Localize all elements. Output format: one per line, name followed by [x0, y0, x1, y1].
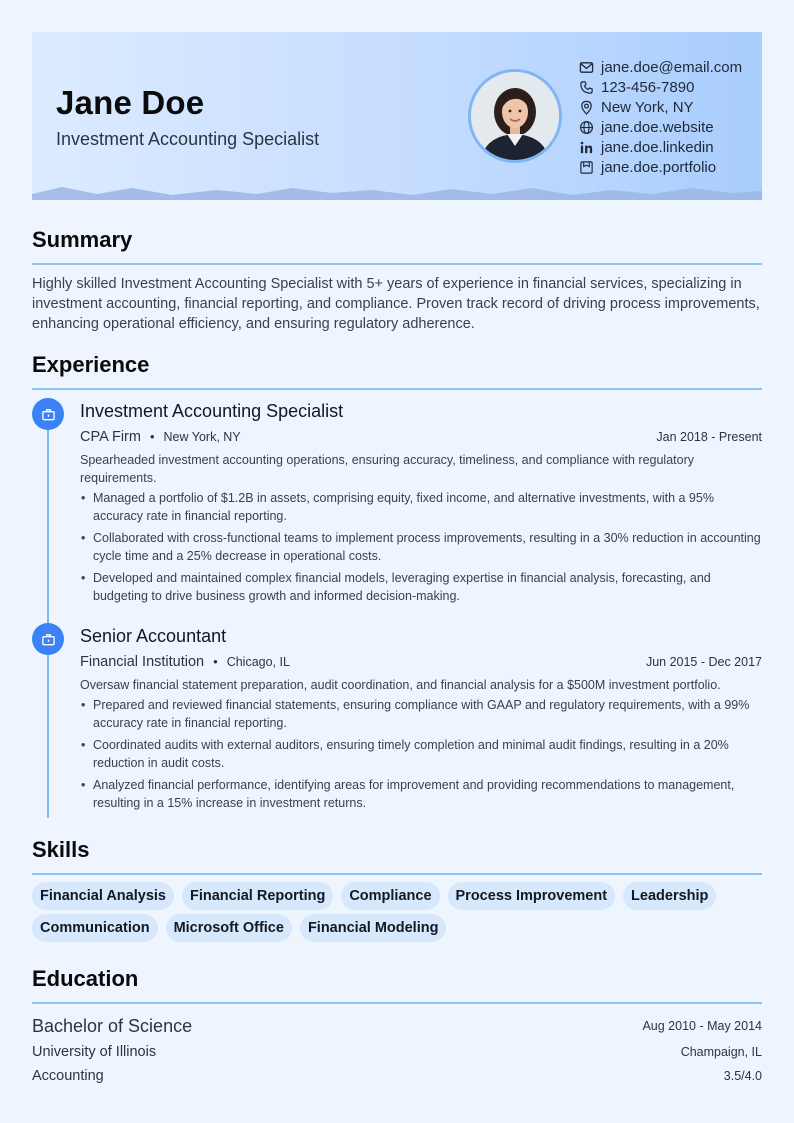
meta-separator: •	[213, 654, 218, 669]
job-bullet: • Prepared and reviewed financial statements, ensuring compliance with GAAP and regulatory requirements, with a 99% accuracy rate in financial reporting.	[80, 696, 762, 732]
job-meta	[80, 424, 762, 450]
contact-list	[578, 57, 742, 177]
job-dates: Jan 2018 - Present	[656, 430, 762, 444]
briefcase-icon	[32, 623, 64, 655]
job-bullet: • Managed a portfolio of $1.2B in assets, comprising equity, fixed income, and alternative investments, with a 95% accuracy rate in financial reporting.	[80, 489, 762, 525]
skill-chip: Financial Modeling	[300, 914, 447, 942]
education-divider	[32, 1002, 762, 1004]
education-school: University of Illinois	[32, 1044, 157, 1060]
globe-icon	[578, 119, 594, 135]
contact-portfolio-text: jane.doe.portfolio	[601, 158, 717, 176]
contact-location-text: New York, NY	[601, 98, 694, 116]
profile-photo	[471, 72, 559, 160]
job-company: Financial Institution	[80, 654, 205, 670]
mail-icon	[578, 59, 594, 75]
job-title: Senior Accountant	[80, 626, 227, 646]
experience-item	[80, 623, 762, 816]
skills-list	[32, 882, 762, 946]
education-field: Accounting	[32, 1068, 104, 1084]
avatar	[468, 69, 562, 163]
education-heading: Education	[32, 966, 139, 991]
job-company: CPA Firm	[80, 429, 141, 445]
skill-chip: Compliance	[341, 882, 439, 910]
skill-chip: Leadership	[623, 882, 716, 910]
skill-chip: Communication	[32, 914, 158, 942]
summary-heading: Summary	[32, 227, 133, 252]
job-title: Investment Accounting Specialist	[80, 401, 344, 421]
experience-divider	[32, 388, 762, 390]
summary-divider	[32, 263, 762, 265]
education-gpa: 3.5/4.0	[723, 1069, 762, 1083]
contact-location	[578, 97, 742, 117]
contact-portfolio[interactable]	[578, 157, 742, 177]
contact-linkedin[interactable]	[578, 137, 742, 157]
job-bullet: • Coordinated audits with external auditors, ensuring timely completion and minimal audit findings, resulting in a 20% reduction in audit costs.	[80, 736, 762, 772]
skill-chip: Financial Analysis	[32, 882, 174, 910]
portfolio-icon	[578, 159, 594, 175]
skill-chip: Process Improvement	[448, 882, 616, 910]
job-location: Chicago, IL	[226, 655, 290, 669]
header-wave-decoration	[32, 184, 762, 200]
job-meta	[80, 649, 762, 675]
experience-item	[80, 398, 762, 609]
candidate-title: Investment Accounting Specialist	[56, 129, 320, 149]
contact-phone-text: 123-456-7890	[601, 78, 695, 96]
skill-chip: Financial Reporting	[182, 882, 333, 910]
job-bullets	[80, 489, 762, 605]
education-degree-row	[32, 1013, 762, 1039]
contact-email[interactable]	[578, 57, 742, 77]
education-degree: Bachelor of Science	[32, 1015, 193, 1036]
summary-text: Highly skilled Investment Accounting Specialist with 5+ years of experience in financial services, specializing in investment accounting, financial reporting, and compliance. Proven track record of driving process improvements, enhancing operational efficiency, and ensuring regulatory adherence.	[32, 276, 760, 332]
skills-heading: Skills	[32, 837, 90, 862]
candidate-name: Jane Doe	[56, 84, 205, 121]
contact-website-text: jane.doe.website	[601, 118, 714, 136]
location-pin-icon	[578, 99, 594, 115]
experience-timeline	[47, 414, 49, 818]
briefcase-icon	[32, 398, 64, 430]
contact-website[interactable]	[578, 117, 742, 137]
contact-phone[interactable]	[578, 77, 742, 97]
job-bullet: • Collaborated with cross-functional teams to implement process improvements, resulting in a 30% reduction in accounting cycle time and a 25% decrease in operational costs.	[80, 529, 762, 565]
resume-header	[32, 32, 762, 200]
job-dates: Jun 2015 - Dec 2017	[645, 655, 762, 669]
education-field-row	[32, 1064, 762, 1088]
contact-email-text: jane.doe@email.com	[601, 58, 743, 76]
linkedin-icon	[578, 139, 594, 155]
job-bullets	[80, 696, 762, 812]
skill-chip: Microsoft Office	[166, 914, 292, 942]
education-school-row	[32, 1040, 762, 1064]
contact-linkedin-text: jane.doe.linkedin	[601, 138, 714, 156]
meta-separator: •	[149, 429, 155, 444]
skills-divider	[32, 873, 762, 875]
phone-icon	[578, 79, 594, 95]
job-description: Spearheaded investment accounting operations, ensuring accuracy, timeliness, and compliance with regulatory requirements.	[80, 453, 695, 485]
education-location: Champaign, IL	[680, 1045, 762, 1059]
job-description: Oversaw financial statement preparation, audit coordination, and financial analysis for a $500M investment portfolio.	[80, 678, 721, 692]
experience-heading: Experience	[32, 352, 150, 377]
job-bullet: • Developed and maintained complex financial models, leveraging expertise in financial analysis, forecasting, and budgeting to drive business growth and informed decision-making.	[80, 569, 762, 605]
education-dates: Aug 2010 - May 2014	[642, 1019, 762, 1033]
job-location: New York, NY	[163, 430, 241, 444]
job-bullet: • Analyzed financial performance, identifying areas for improvement and providing recommendations to management, resulting in a 15% increase in investment returns.	[80, 776, 762, 812]
